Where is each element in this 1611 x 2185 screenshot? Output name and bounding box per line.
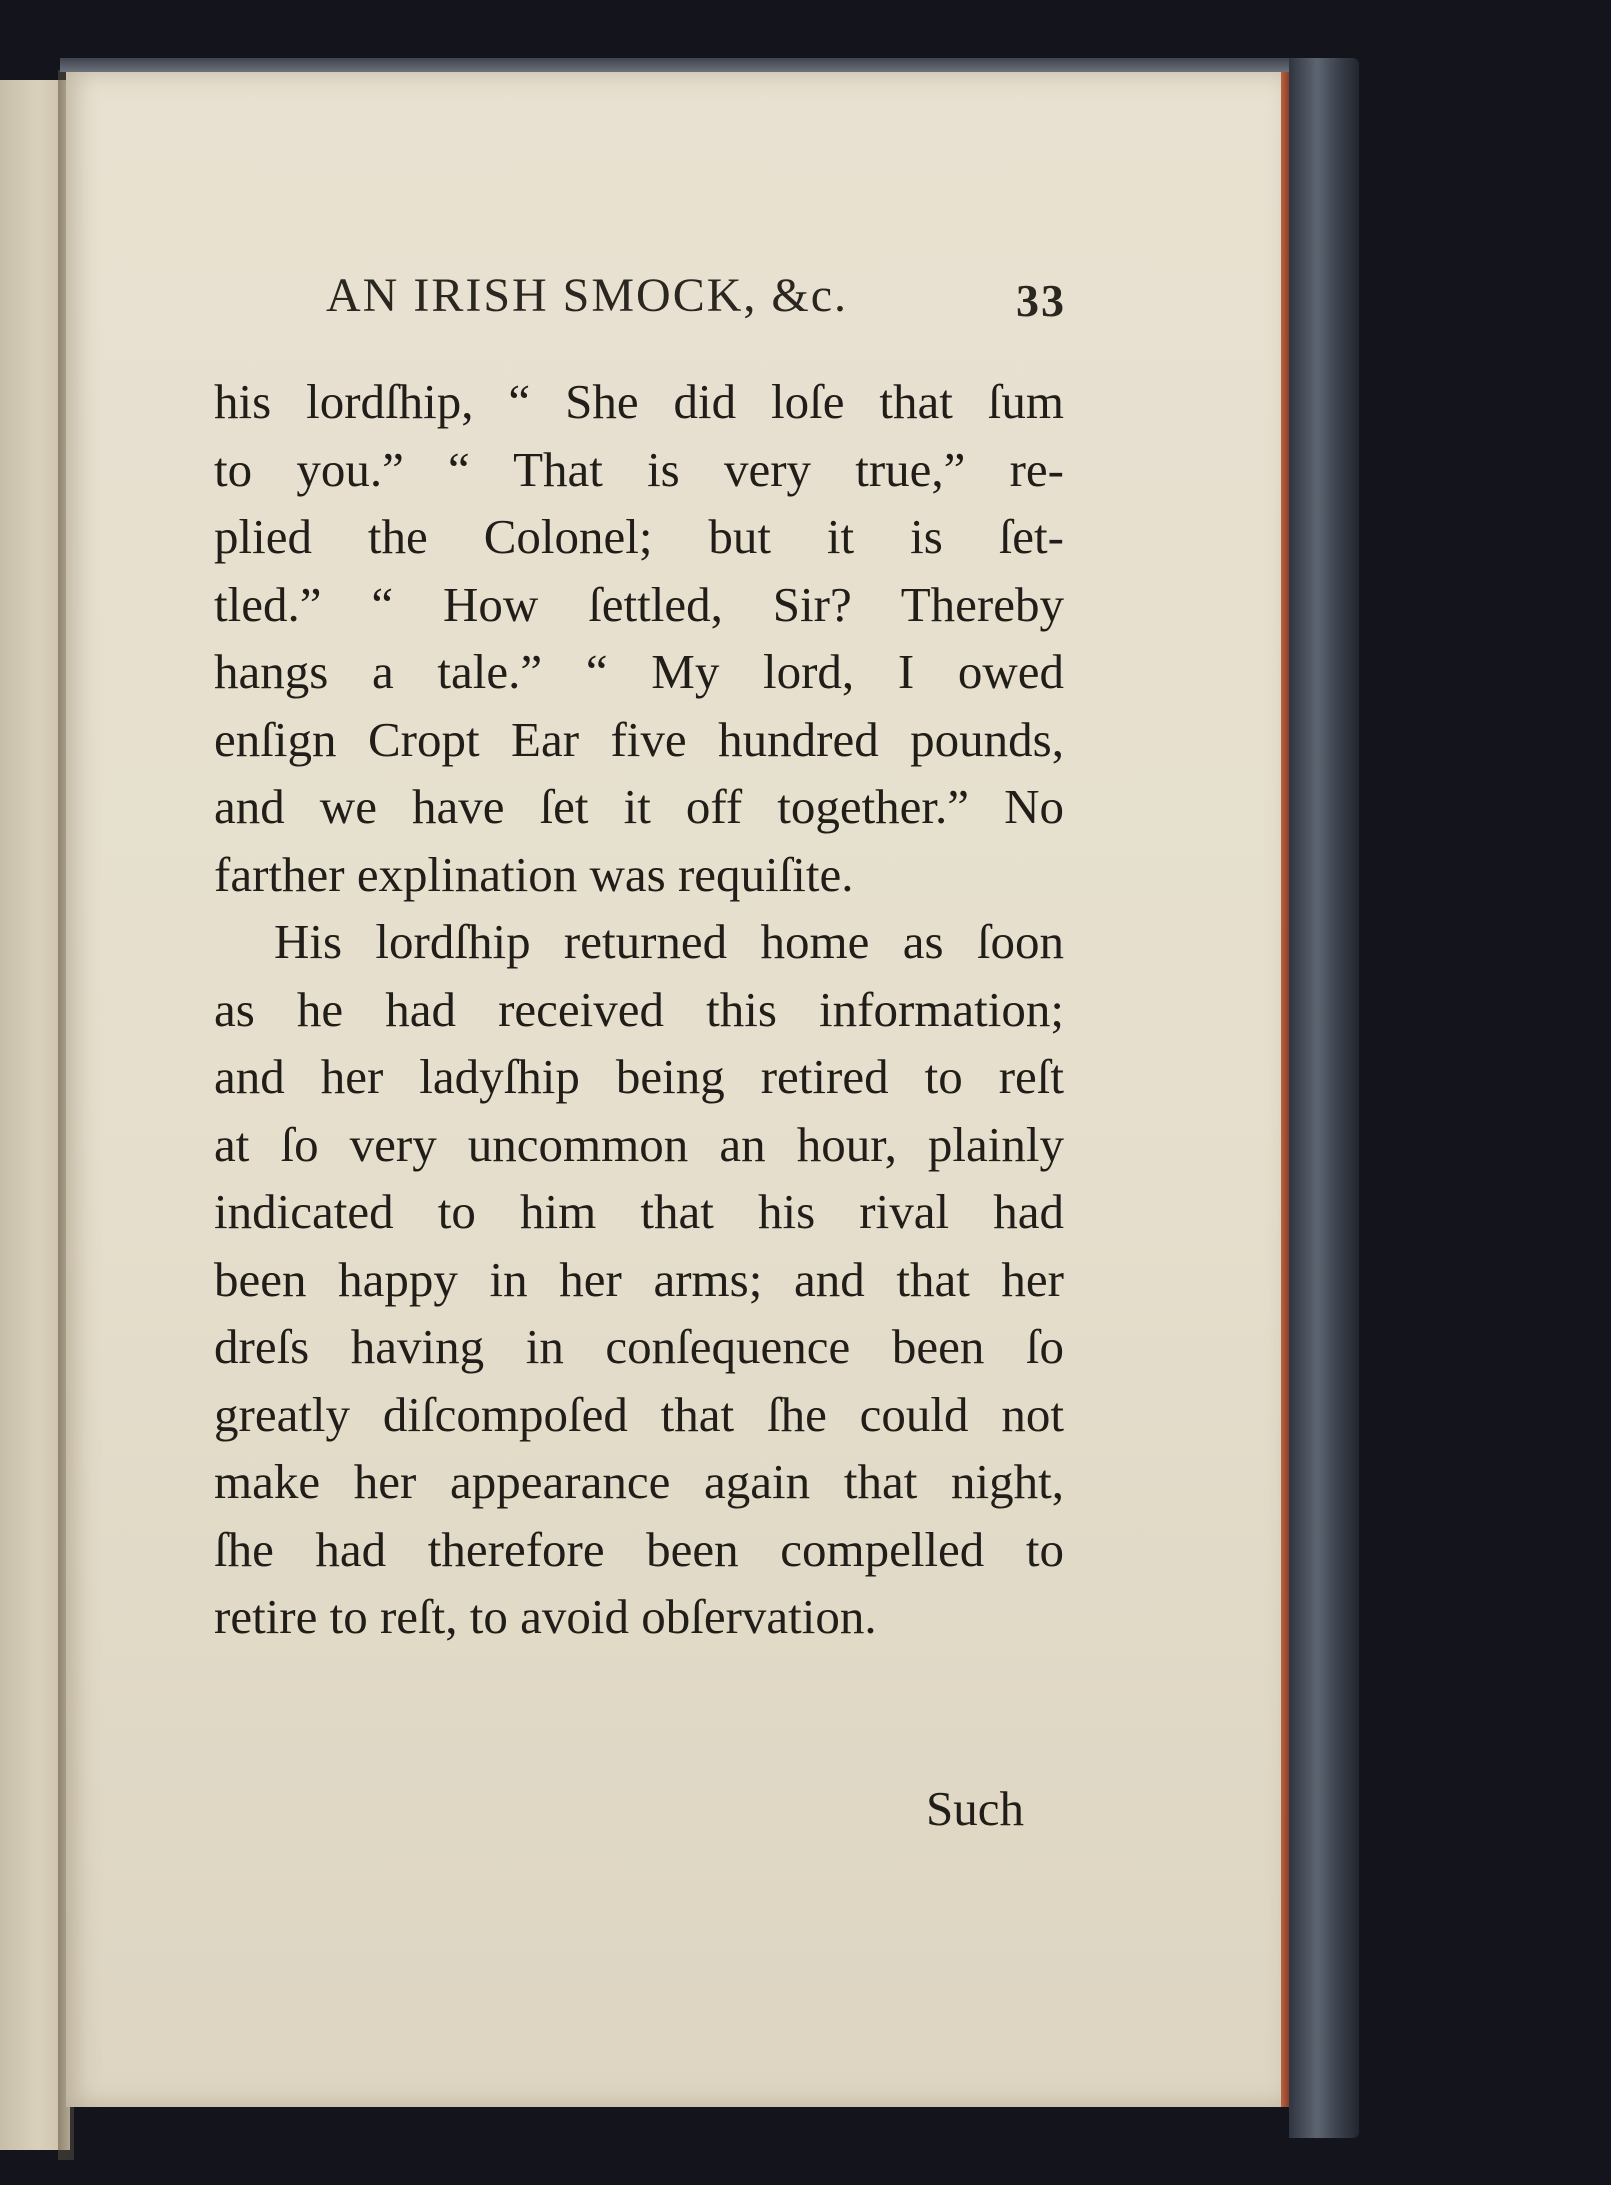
text-line: at ſo very uncommon an hour, plainly (214, 1116, 1064, 1172)
page-header (326, 268, 1066, 328)
text-line: indicated to him that his rival had (214, 1184, 1064, 1239)
text-line: greatly diſcompoſed that ſhe could not (214, 1386, 1064, 1442)
text-line: His lordſhip returned home as ſoon (274, 914, 1064, 969)
text-line: make her appearance again that night, (214, 1454, 1064, 1509)
text-line: and her ladyſhip being retired to reſt (214, 1049, 1064, 1104)
text-line: tled.” “ How ſettled, Sir? Thereby (214, 576, 1064, 632)
text-line: ſhe had therefore been compelled to (214, 1521, 1064, 1577)
page-number: 33 (1016, 275, 1066, 326)
text-line: hangs a tale.” “ My lord, I owed (214, 644, 1064, 699)
text-line: to you.” “ That is very true,” re- (214, 441, 1064, 497)
text-line: farther explination was requiſite. (214, 846, 854, 902)
body-text (214, 368, 1064, 1651)
red-page-edge (1281, 72, 1289, 2107)
text-line: plied the Colonel; but it is ſet- (214, 509, 1064, 564)
text-line: and we have ſet it off together.” No (214, 779, 1064, 834)
text-line: been happy in her arms; and that her (214, 1251, 1064, 1307)
text-line: his lordſhip, “ She did loſe that ſum (214, 374, 1064, 429)
text-line: retire to reſt, to avoid obſervation. (214, 1589, 877, 1644)
catchword: Such (926, 1781, 1024, 1836)
text-line: dreſs having in conſequence been ſo (214, 1319, 1064, 1374)
text-line: as he had received this information; (214, 981, 1064, 1037)
cover-top-edge (60, 58, 1320, 72)
running-head: AN IRISH SMOCK, &c. (326, 269, 849, 322)
marbled-cover (1289, 58, 1359, 2138)
text-line: enſign Cropt Ear five hundred pounds, (214, 711, 1064, 767)
